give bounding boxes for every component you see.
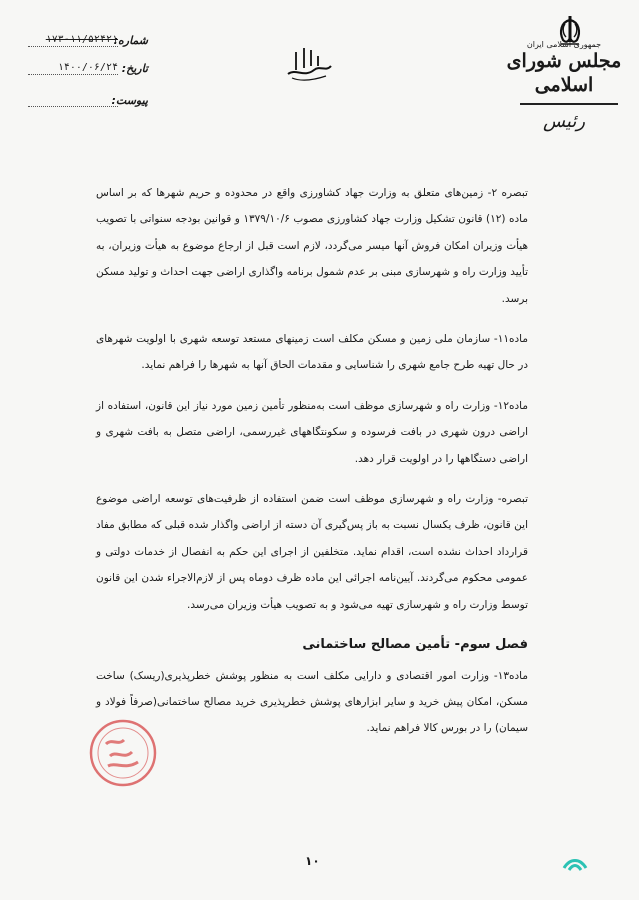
logo-divider xyxy=(520,103,618,105)
number-label: شماره: xyxy=(113,34,148,47)
letter-attachment-row xyxy=(28,94,148,110)
paragraph-note-2: تبصره ۲- زمین‌های متعلق به وزارت جهاد کشاورزی واقع در محدوده و حریم شهرها که بر اساس ماده (۱۲) قانون تشکیل وزارت جهاد کشاورزی مصوب ۱۳۷۹/۱۰/۶ و قوانین بودجه سنواتی با تصویب هیأت وزیران امکان فروش آنها میسر می‌گردد، لازم است قبل از ارجاع موضوع به هیأت وزیران، به تأیید وزارت راه و شهرسازی مبنی بر عدم شمول برنامه واگذاری اراضی جهت احداث و تولید مسکن برسد. xyxy=(96,187,528,305)
letter-number-row xyxy=(28,34,148,50)
paragraph-article-11: ماده۱۱- سازمان ملی زمین و مسکن مکلف است زمینهای مستعد توسعه شهری با اولویت شهرهای در حال تهیه طرح جامع شهری را شناسایی و مقدمات الحاق آنها به شهرها را فراهم نماید. xyxy=(96,333,528,372)
parliament-logo xyxy=(500,40,628,132)
president-label: رئیس xyxy=(542,111,586,132)
republic-label: جمهوری اسلامی ایران xyxy=(526,40,602,49)
wifi-icon xyxy=(560,848,590,878)
watermark-logo xyxy=(560,840,630,894)
attachment-label: پیوست: xyxy=(111,94,148,107)
section-heading: فصل سوم- تأمین مصالح ساختمانی xyxy=(302,637,528,653)
paragraph-article-13: ماده۱۳- وزارت امور اقتصادی و دارایی مکلف است به منظور پوشش خطرپذیری(ریسک) ساخت مسکن، امکان پیش خرید و سایر ابزارهای پوشش خطرپذیری خرید مصالح ساختمانی(صرفاً فولاد و سیمان) را در بورس کالا فراهم نماید. xyxy=(96,669,528,735)
letter-date-row xyxy=(28,62,148,78)
document-body xyxy=(96,180,528,756)
paragraph-article-12: ماده۱۲- وزارت راه و شهرسازی موظف است به‌منظور تأمین زمین مورد نیاز این قانون، استفاده از اراضی درون شهری در بافت فرسوده و سکونتگاههای غیررسمی، اراضی متصل به بافت شهری و اراضی دستگاهها را در اولویت قرار دهد. xyxy=(96,399,528,465)
page-number: ۱۰ xyxy=(305,854,320,868)
date-value: ۱۴۰۰/۰۶/۲۴ xyxy=(57,62,118,73)
sena-stamp-icon xyxy=(88,718,158,788)
paragraph-note: تبصره- وزارت راه و شهرسازی موظف است ضمن استفاده از ظرفیت‌های توسعه اراضی موضوع این قانون، ظرف یکسال نسبت به باز پس‌گیری آن دسته از اراضی واگذار شده قبلی که مطابق مفاد قرارداد احداث نشده است، اقدام نماید. متخلفین از اجرای این حکم به انفصال از خدمات دولتی و عمومی محکوم می‌گردند. آیین‌نامه اجرائی این ماده ظرف دوماه پس از لازم‌الاجراء شدن این قانون توسط وزارت راه و شهرسازی تهیه می‌شود و به تصویب هیأت وزیران می‌رسد. xyxy=(96,493,528,611)
number-value: ۱۷۳-۱۱/۵۲۴۲۱ xyxy=(45,34,118,45)
basmala-calligraphy xyxy=(284,44,334,84)
parliament-name: مجلس شورای اسلامی xyxy=(506,50,622,96)
date-label: تاریخ: xyxy=(121,62,148,75)
